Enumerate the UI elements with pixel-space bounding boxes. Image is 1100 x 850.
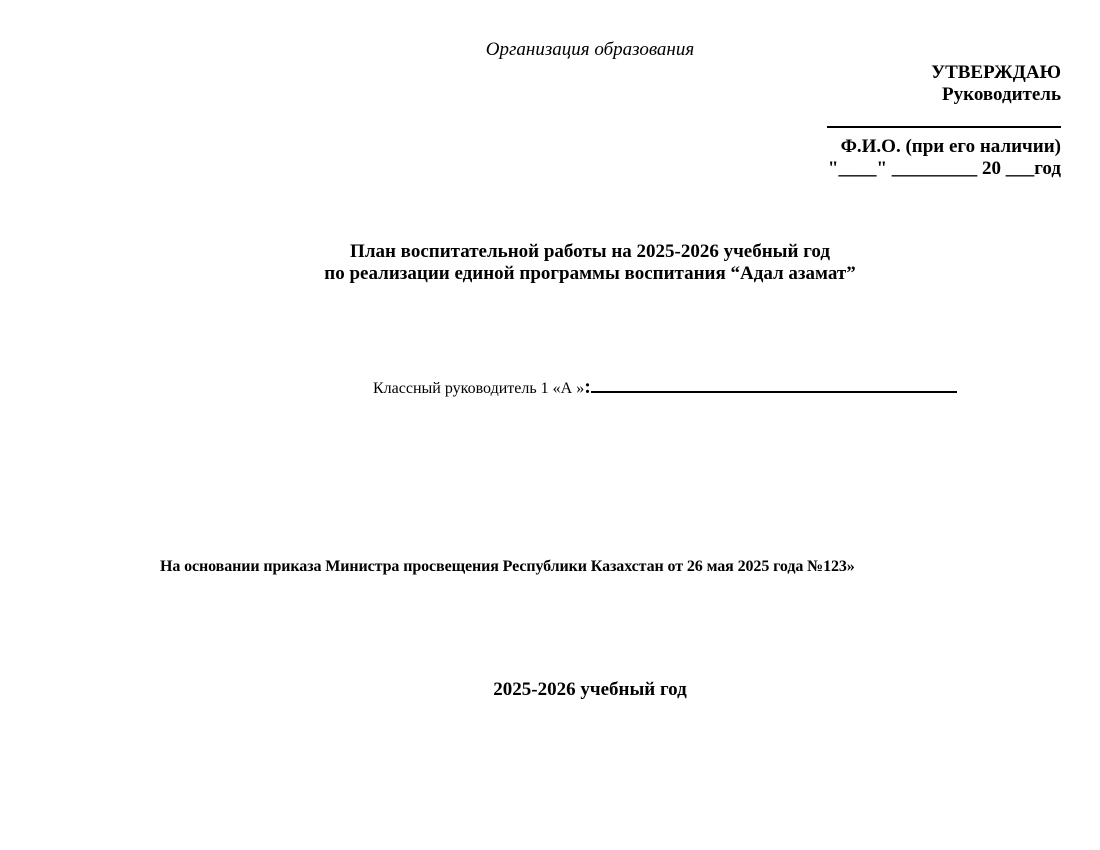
signature-line-wrapper: [827, 106, 1061, 136]
organization-label: Организация образования: [485, 39, 695, 60]
legal-basis-text: На основании приказа Министра просвещения Республики Казахстан от 26 мая 2025 года №123»: [160, 558, 855, 575]
academic-year-label: 2025-2026 учебный год: [493, 679, 687, 700]
approval-block: [827, 62, 1061, 180]
document-title-line-1: План воспитательной работы на 2025-2026 учебный год: [350, 241, 830, 262]
approve-heading: УТВЕРЖДАЮ: [931, 62, 1061, 83]
approver-position: Руководитель: [942, 84, 1061, 105]
class-teacher-colon: :: [584, 376, 591, 398]
class-teacher-field: [373, 376, 957, 400]
class-teacher-label: Классный руководитель 1 «А »: [373, 380, 585, 397]
signature-line[interactable]: [827, 106, 1061, 128]
document-title: [0, 241, 1100, 285]
approval-date-line: "____" _________ 20 ___год: [827, 158, 1061, 179]
full-name-note: Ф.И.О. (при его наличии): [840, 136, 1061, 157]
document-title-line-2: по реализации единой программы воспитания “Адал азамат”: [324, 263, 856, 284]
class-teacher-blank-line[interactable]: [591, 377, 957, 393]
